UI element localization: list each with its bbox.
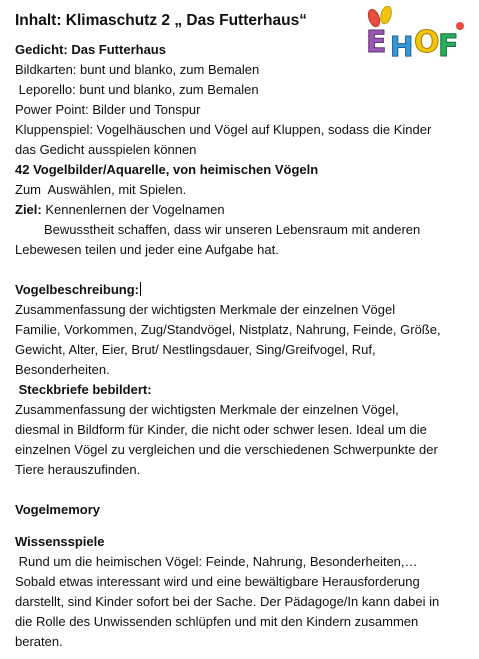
ziel-label: Ziel: [15, 202, 42, 217]
logo-letter-f: F [438, 29, 459, 64]
wissensspiele-line-2: Sobald etwas interessant wird und eine bewältigbare Herausforderung [15, 574, 420, 589]
vogelbeschreibung-line-3: Gewicht, Alter, Eier, Brut/ Nestlingsdauer, Sing/Greifvogel, Ruf, [15, 342, 376, 357]
gedicht-heading: Gedicht: Das Futterhaus [15, 42, 166, 57]
gedicht-line-2: Leporello: bunt und blanko, zum Bemalen [15, 82, 259, 97]
steckbriefe-heading: Steckbriefe bebildert: [15, 382, 152, 397]
document-page [15, 10, 465, 652]
logo-letter-o: O [414, 25, 440, 60]
wissensspiele-line-3: darstellt, sind Kinder sofort bei der Sache. Der Pädagoge/In kann dabei in [15, 594, 440, 609]
steckbriefe-line-3: einzelnen Vögel zu vergleichen und die verschiedenen Schwerpunkte der [15, 442, 438, 457]
spacer [15, 520, 465, 532]
gedicht-line-4: Kluppenspiel: Vogelhäuschen und Vögel auf Kluppen, sodass die Kinder [15, 122, 432, 137]
wissensspiele-line-5: beraten. [15, 634, 63, 649]
wissensspiele-line-1: Rund um die heimischen Vögel: Feinde, Nahrung, Besonderheiten,… [15, 554, 418, 569]
gedicht-line-5: das Gedicht ausspielen können [15, 142, 197, 157]
vogelbeschreibung-heading-line [15, 280, 465, 300]
vogelbilder-line: Zum Auswählen, mit Spielen. [15, 182, 187, 197]
steckbriefe-line-4: Tiere herauszufinden. [15, 462, 141, 477]
vogelbeschreibung-line-4: Besonderheiten. [15, 362, 110, 377]
vogelmemory-heading: Vogelmemory [15, 502, 101, 517]
logo-letter-e: E [366, 25, 387, 60]
wissensspiele-line-4: die Rolle des Unwissenden schlüpfen und mit den Kindern zusammen [15, 614, 419, 629]
steckbriefe-line-2: diesmal in Bildform für Kinder, die nicht oder schwer lesen. Ideal um die [15, 422, 427, 437]
text-cursor [140, 282, 141, 296]
gedicht-line-3: Power Point: Bilder und Tonspur [15, 102, 201, 117]
ziel-line [15, 200, 465, 220]
logo-letter-h: H [390, 30, 414, 63]
bewusst-line-2: Lebewesen teilen und jeder eine Aufgabe hat. [15, 242, 279, 257]
steckbriefe-line-1: Zusammenfassung der wichtigsten Merkmale der einzelnen Vögel, [15, 402, 399, 417]
vogelbeschreibung-line-1: Zusammenfassung der wichtigsten Merkmale der einzelnen Vögel [15, 302, 396, 317]
spacer [15, 260, 465, 280]
vogelbilder-heading: 42 Vogelbilder/Aquarelle, von heimischen Vögeln [15, 162, 319, 177]
gedicht-line-1: Bildkarten: bunt und blanko, zum Bemalen [15, 62, 260, 77]
vogelbeschreibung-heading: Vogelbeschreibung: [15, 282, 139, 297]
page-title: Inhalt: Klimaschutz 2 „ Das Futterhaus“ [15, 12, 307, 29]
wissensspiele-heading: Wissensspiele [15, 534, 105, 549]
ziel-text: Kennenlernen der Vogelnamen [41, 202, 225, 217]
bewusst-line-1: Bewusstheit schaffen, dass wir unseren Lebensraum mit anderen [44, 222, 421, 237]
spacer [15, 480, 465, 500]
vogelbeschreibung-line-2: Familie, Vorkommen, Zug/Standvögel, Nistplatz, Nahrung, Feinde, Größe, [15, 322, 441, 337]
